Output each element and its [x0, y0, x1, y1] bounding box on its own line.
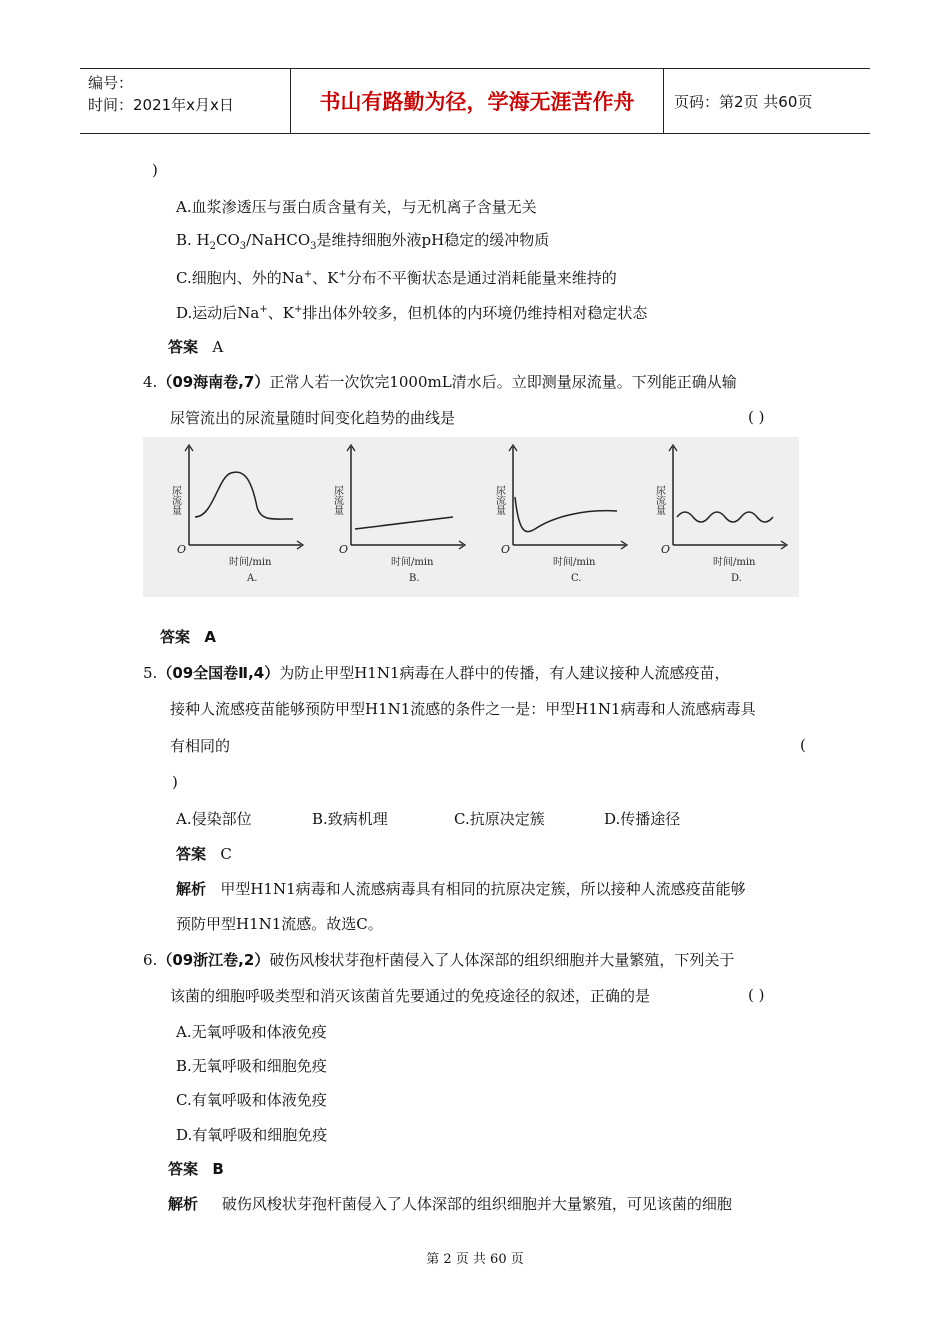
- origin-label-4: O: [661, 543, 671, 556]
- q3-answer: 答案 A: [168, 338, 224, 356]
- y-label-3: 尿流量: [493, 485, 505, 515]
- q5-line2: 接种人流感疫苗能够预防甲型H1N1流感的条件之一是：甲型H1N1病毒和人流感病毒具: [170, 700, 756, 718]
- q3-option-c: C.细胞内、外的Na+、K+分布不平衡状态是通过消耗能量来维持的: [176, 269, 617, 287]
- origin-label-3: O: [501, 543, 511, 556]
- q6-option-a: A.无氧呼吸和体液免疫: [176, 1023, 327, 1041]
- q5-paren-close: ): [172, 773, 178, 791]
- number-label: 编号：: [88, 74, 134, 92]
- x-label-2: 时间/min: [391, 557, 434, 568]
- caption-3: C.: [571, 573, 582, 584]
- y-label-4: 尿流量: [653, 485, 665, 515]
- q4-paren: ( ): [748, 408, 765, 426]
- q4-graphs: [143, 437, 799, 597]
- q5-answer: 答案 C: [176, 845, 232, 863]
- q3-paren-close: ): [152, 161, 158, 179]
- q4-figure: [143, 437, 799, 597]
- q5-analysis-2: 预防甲型H1N1流感。故选C。: [176, 915, 383, 933]
- x-label-3: 时间/min: [553, 557, 596, 568]
- q6-line2: 该菌的细胞呼吸类型和消灭该菌首先要通过的免疫途径的叙述，正确的是: [170, 987, 651, 1005]
- q5-paren-open: (: [800, 736, 806, 754]
- q5-line1: 5.（09全国卷Ⅱ,4）为防止甲型H1N1病毒在人群中的传播，有人建议接种人流感疫苗，: [143, 664, 730, 682]
- q6-line1: 6.（09浙江卷,2）破伤风梭状芽孢杆菌侵入了人体深部的组织细胞并大量繁殖，下列关于: [143, 951, 735, 969]
- x-label-1: 时间/min: [229, 557, 272, 568]
- q5-option-c: C.抗原决定簇: [454, 810, 545, 828]
- q4-line1: 4.（09海南卷,7）正常人若一次饮完1000mL清水后。立即测量尿流量。下列能正确从输: [143, 373, 737, 391]
- q3-option-b: B. $H_2CO_3/NaHCO_3$是维持细胞外液pH稳定的缓冲物质: [176, 231, 550, 252]
- q6-option-c: C.有氧呼吸和体液免疫: [176, 1091, 327, 1109]
- q6-option-d: D.有氧呼吸和细胞免疫: [176, 1126, 328, 1144]
- curve-3: [515, 497, 617, 532]
- x-label-4: 时间/min: [713, 557, 756, 568]
- header-motto: 书山有路勤为径，学海无涯苦作舟: [291, 69, 664, 133]
- q6-paren: ( ): [748, 986, 765, 1004]
- curve-1: [195, 472, 293, 519]
- header-meta: [80, 69, 291, 133]
- q5-line3: 有相同的: [170, 737, 231, 755]
- page-footer: 第 2 页 共 60 页: [426, 1252, 524, 1267]
- q4-line2: 尿管流出的尿流量随时间变化趋势的曲线是: [170, 409, 456, 427]
- q5-option-d: D.传播途径: [604, 810, 681, 828]
- q6-analysis-1: 解析 破伤风梭状芽孢杆菌侵入了人体深部的组织细胞并大量繁殖，可见该菌的细胞: [168, 1195, 732, 1213]
- caption-1: A.: [247, 573, 258, 584]
- header-page-info: 页码：第2页 共60页: [674, 92, 813, 111]
- time-label: 时间：2021年x月x日: [88, 96, 234, 114]
- q3-option-a: A.血浆渗透压与蛋白质含量有关，与无机离子含量无关: [176, 198, 537, 216]
- curve-4: [677, 512, 773, 522]
- q6-option-b: B.无氧呼吸和细胞免疫: [176, 1057, 327, 1075]
- q5-analysis-1: 解析 甲型H1N1病毒和人流感病毒具有相同的抗原决定簇，所以接种人流感疫苗能够: [176, 880, 746, 898]
- caption-4: D.: [731, 573, 742, 584]
- y-label-1: 尿流量: [169, 485, 181, 515]
- page-header: [80, 68, 870, 134]
- q6-answer: 答案 B: [168, 1160, 224, 1178]
- origin-label-1: O: [177, 543, 187, 556]
- origin-label-2: O: [339, 543, 349, 556]
- q5-option-b: B.致病机理: [312, 810, 388, 828]
- caption-2: B.: [409, 573, 420, 584]
- q3-option-d: D.运动后Na+、K+排出体外较多，但机体的内环境仍维持相对稳定状态: [176, 304, 648, 322]
- y-label-2: 尿流量: [331, 485, 343, 515]
- q4-answer: 答案 A: [160, 628, 216, 646]
- q5-option-a: A.侵染部位: [176, 810, 252, 828]
- curve-2: [355, 517, 453, 529]
